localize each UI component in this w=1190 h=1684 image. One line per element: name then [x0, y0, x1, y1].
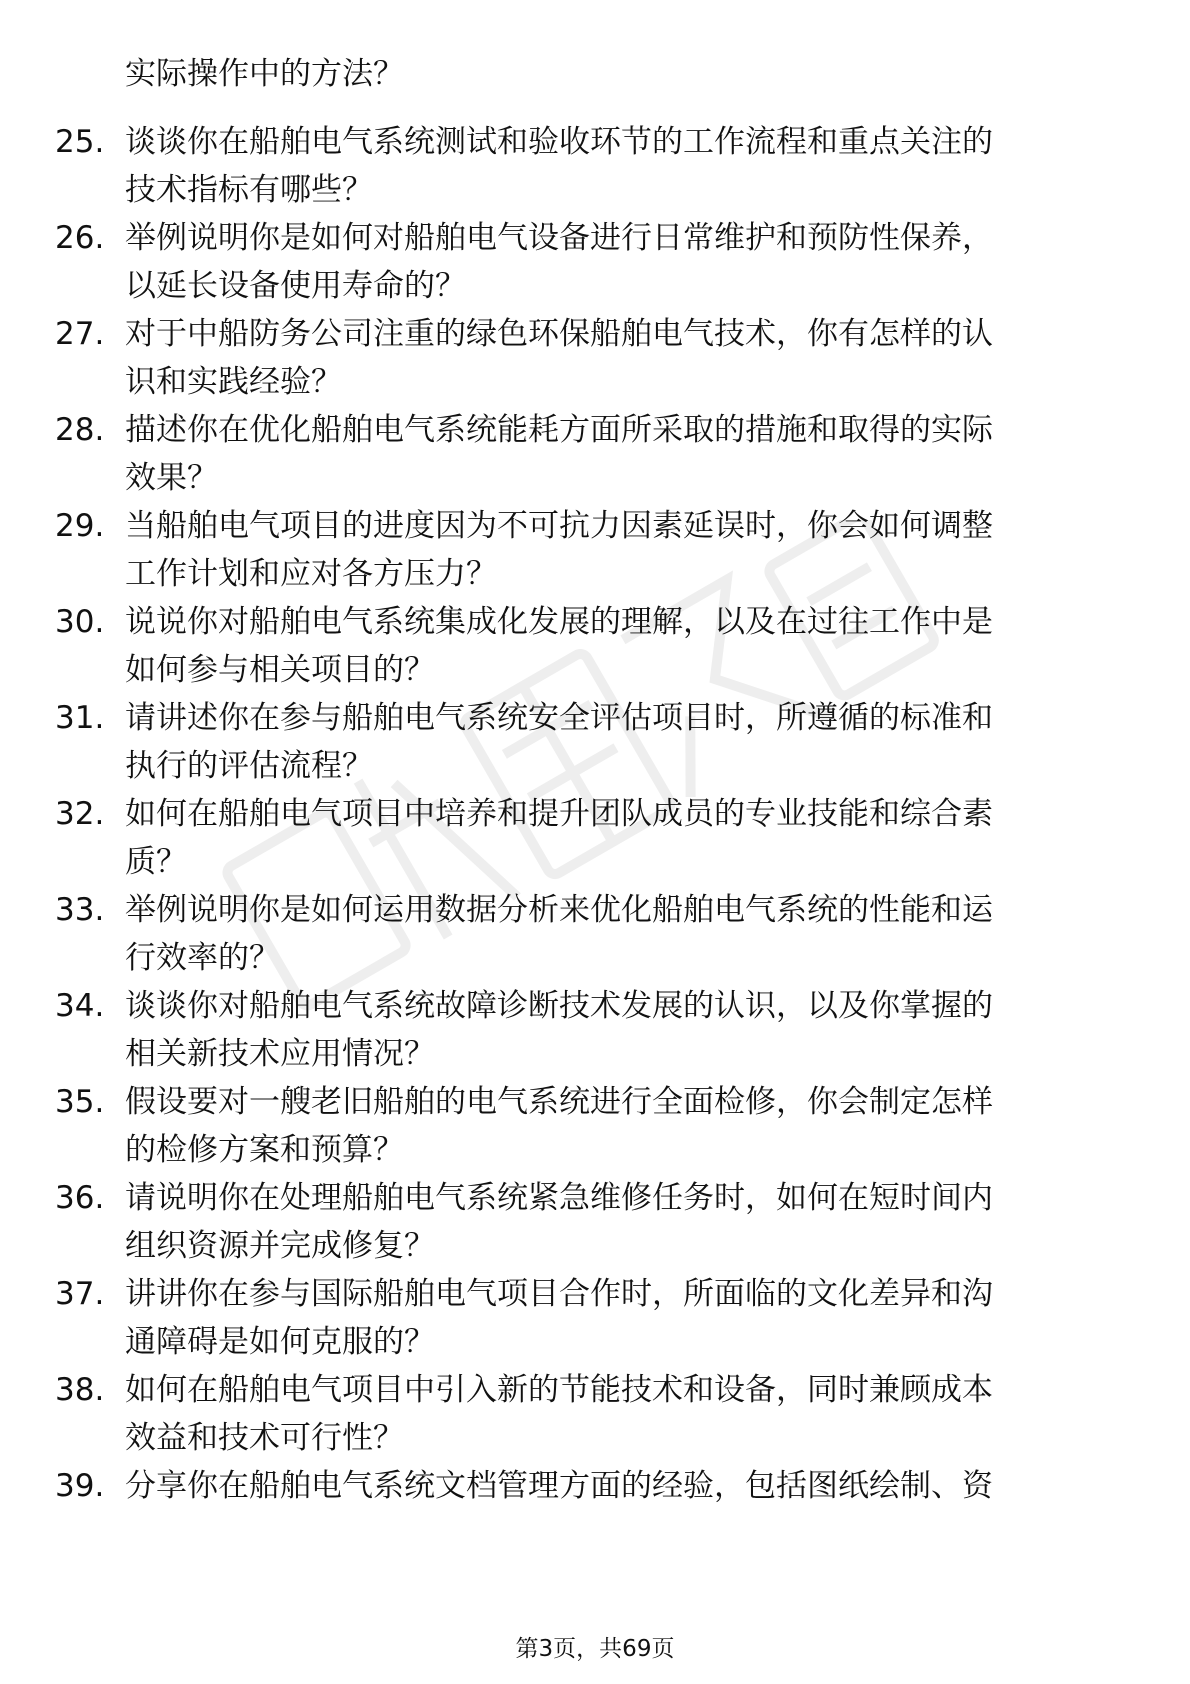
question-text-line: 请说明你在处理船舶电气系统紧急维修任务时，如何在短时间内: [125, 1180, 993, 1216]
question-item-25: [0, 118, 1190, 214]
question-text-line: 如何参与相关项目的？: [125, 652, 435, 688]
question-item-36: [0, 1174, 1190, 1270]
question-number: 29.: [55, 508, 105, 544]
question-text-line: 识和实践经验？: [125, 364, 342, 400]
question-number: 26.: [55, 220, 105, 256]
question-item-39: [0, 1462, 1190, 1558]
question-item-29: [0, 502, 1190, 598]
question-text-line: 效果？: [125, 460, 218, 496]
question-number: 33.: [55, 892, 105, 928]
question-item-30: [0, 598, 1190, 694]
question-text-line: 谈谈你在船舶电气系统测试和验收环节的工作流程和重点关注的: [125, 124, 993, 160]
question-text-line: 举例说明你是如何运用数据分析来优化船舶电气系统的性能和运: [125, 892, 993, 928]
question-text-line: 当船舶电气项目的进度因为不可抗力因素延误时，你会如何调整: [125, 508, 993, 544]
question-item-35: [0, 1078, 1190, 1174]
question-item-38: [0, 1366, 1190, 1462]
question-text-line: 如何在船舶电气项目中培养和提升团队成员的专业技能和综合素: [125, 796, 993, 832]
question-number: 34.: [55, 988, 105, 1024]
question-text-line: 工作计划和应对各方压力？: [125, 556, 497, 592]
question-number: 36.: [55, 1180, 105, 1216]
question-item-27: [0, 310, 1190, 406]
question-number: 39.: [55, 1468, 105, 1504]
question-text-line: 说说你对船舶电气系统集成化发展的理解，以及在过往工作中是: [125, 604, 993, 640]
question-number: 25.: [55, 124, 105, 160]
question-number: 27.: [55, 316, 105, 352]
continued-question-text: 实际操作中的方法？: [125, 56, 404, 92]
question-text-line: 质？: [125, 844, 187, 880]
question-text-line: 分享你在船舶电气系统文档管理方面的经验，包括图纸绘制、资: [125, 1468, 993, 1504]
question-number: 32.: [55, 796, 105, 832]
question-item-28: [0, 406, 1190, 502]
question-number: 31.: [55, 700, 105, 736]
question-text-line: 效益和技术可行性？: [125, 1420, 404, 1456]
question-text-line: 请讲述你在参与船舶电气系统安全评估项目时，所遵循的标准和: [125, 700, 993, 736]
question-text-line: 举例说明你是如何对船舶电气设备进行日常维护和预防性保养，: [125, 220, 993, 256]
question-text-line: 执行的评估流程？: [125, 748, 373, 784]
question-item-26: [0, 214, 1190, 310]
question-text-line: 以延长设备使用寿命的？: [125, 268, 466, 304]
question-number: 28.: [55, 412, 105, 448]
question-item-33: [0, 886, 1190, 982]
question-text-line: 讲讲你在参与国际船舶电气项目合作时，所面临的文化差异和沟: [125, 1276, 993, 1312]
question-text-line: 通障碍是如何克服的？: [125, 1324, 435, 1360]
question-number: 30.: [55, 604, 105, 640]
question-text-line: 相关新技术应用情况？: [125, 1036, 435, 1072]
question-text-line: 谈谈你对船舶电气系统故障诊断技术发展的认识，以及你掌握的: [125, 988, 993, 1024]
question-text-line: 的检修方案和预算？: [125, 1132, 404, 1168]
question-number: 35.: [55, 1084, 105, 1120]
question-text-line: 对于中船防务公司注重的绿色环保船舶电气技术，你有怎样的认: [125, 316, 993, 352]
question-item-31: [0, 694, 1190, 790]
question-number: 37.: [55, 1276, 105, 1312]
question-text-line: 技术指标有哪些？: [125, 172, 373, 208]
question-text-line: 如何在船舶电气项目中引入新的节能技术和设备，同时兼顾成本: [125, 1372, 993, 1408]
question-item-37: [0, 1270, 1190, 1366]
question-item-34: [0, 982, 1190, 1078]
question-text-line: 描述你在优化船舶电气系统能耗方面所采取的措施和取得的实际: [125, 412, 993, 448]
question-text-line: 组织资源并完成修复？: [125, 1228, 435, 1264]
page-footer: 第3页，共69页: [515, 1636, 675, 1662]
question-text-line: 行效率的？: [125, 940, 280, 976]
question-number: 38.: [55, 1372, 105, 1408]
question-item-32: [0, 790, 1190, 886]
question-text-line: 假设要对一艘老旧船舶的电气系统进行全面检修，你会制定怎样: [125, 1084, 993, 1120]
